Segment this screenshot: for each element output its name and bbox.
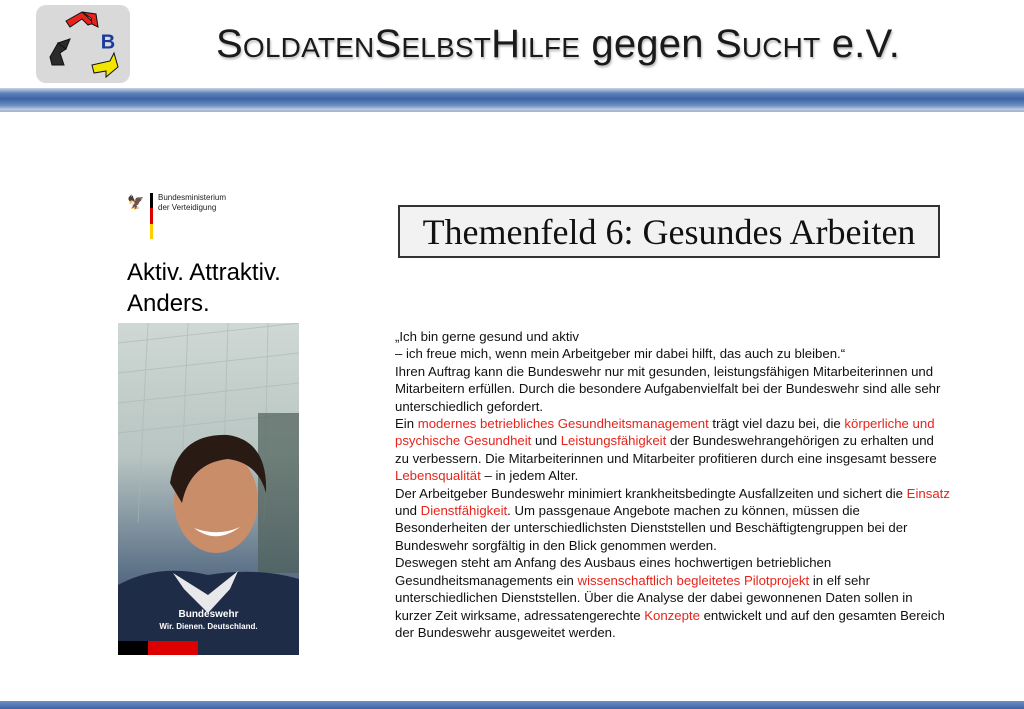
body-text-segment: – ich freue mich, wenn mein Arbeitgeber mir dabei hilft, das auch zu bleiben.“ <box>395 346 846 362</box>
body-text-segment: Ein <box>395 416 418 432</box>
title-text: gegen <box>580 22 715 66</box>
recycle-arrows-logo-icon <box>36 5 130 83</box>
highlighted-term: Leistungsfähigkeit <box>560 433 667 449</box>
site-title <box>216 22 900 67</box>
body-text-segment: Deswegen steht am Anfang des Ausbaus eines hochwertigen betrieblichen Gesundheitsmanagements ein <box>395 555 832 588</box>
header-stripe-line <box>0 110 1024 112</box>
body-text-segment: in elf sehr unterschiedlichen Dienststellen. Über die Analyse der dabei gewonnenen Daten sollen in kurzer Zeit wirksame, adressatengerechte <box>395 572 913 623</box>
title-initial: S <box>374 22 402 66</box>
body-text-segment: der Bundeswehrangehörigen zu erhalten und zu verbessern. Die Mitarbeiterinnen und Mitarbeiter profitieren durch eine insgesamt bessere <box>395 433 937 466</box>
logo-letter: B <box>100 31 116 54</box>
title-initial: S <box>216 22 243 66</box>
body-paragraph <box>395 363 950 415</box>
title-smallcaps: UCHT <box>741 32 821 63</box>
title-smallcaps: ILFE <box>520 32 581 63</box>
body-text-segment: Ihren Auftrag kann die Bundeswehr nur mit gesunden, leistungsfähigen Mitarbeiterinnen und Mitarbeitern erfüllen. Durch die besondere Aufgabenvielfalt bei der Bundeswehr sind alle sehr unterschiedlich gefordert. <box>395 363 941 414</box>
slogan-line1: Aktiv. Attraktiv. <box>127 259 281 286</box>
federal-eagle-icon: 🦅 <box>127 194 145 210</box>
body-text-segment: entwickelt und auf den gesamten Bereich der Bundeswehr ausgeweitet werden. <box>395 607 945 640</box>
body-paragraph <box>395 345 950 362</box>
highlighted-term: wissenschaftlich begleitetes Pilotprojekt <box>577 572 810 588</box>
body-text-segment: „Ich bin gerne gesund und aktiv <box>395 329 580 344</box>
slogan-line2: Anders. <box>127 290 210 317</box>
body-paragraph <box>395 328 950 345</box>
ministry-name-line2: der Verteidigung <box>158 203 217 212</box>
body-text-segment: und <box>395 503 421 519</box>
photo-brand: Bundeswehr <box>178 609 239 620</box>
highlighted-term: körperliche und psychische Gesundheit <box>395 416 935 449</box>
title-initial: H <box>491 22 521 66</box>
body-text-segment: . Um passgenaue Angebote machen zu können, müssen die Besonderheiten der unterschiedlichsten Dienststellen und Beschäftigtengruppen bei der Bundeswehr sorgfältig in den Blick genommen werden. <box>395 503 908 553</box>
header-stripe <box>0 88 1024 110</box>
body-text-segment: Der Arbeitgeber Bundeswehr minimiert krankheitsbedingte Ausfallzeiten und sichert die <box>395 485 907 501</box>
soldier-portrait-illustration <box>118 323 299 655</box>
highlighted-term: Lebensqualität <box>395 468 481 484</box>
ministry-name <box>158 193 226 213</box>
body-text-segment: – in jedem Alter. <box>480 468 579 484</box>
body-text-segment: und <box>531 433 561 449</box>
body-text-segment: trägt viel dazu bei, die <box>708 416 845 432</box>
soldier-photo <box>118 323 299 655</box>
title-text: e.V. <box>820 22 901 66</box>
ministry-name-line1: Bundesministerium <box>158 193 227 202</box>
highlighted-term: Dienstfähigkeit <box>420 503 508 519</box>
topic-title-box <box>398 205 940 258</box>
topic-title: Themenfeld 6: Gesundes Arbeiten <box>422 211 916 252</box>
title-smallcaps: ELBST <box>401 32 492 63</box>
footer-stripe <box>0 701 1024 709</box>
german-flag-bar <box>150 193 153 239</box>
highlighted-term: modernes betriebliches Gesundheitsmanagement <box>417 416 709 432</box>
body-paragraph <box>395 415 950 485</box>
title-smallcaps: OLDATEN <box>242 32 375 63</box>
organization-logo <box>36 5 130 83</box>
ministry-logo <box>127 190 257 242</box>
slogan <box>127 257 281 319</box>
body-text <box>395 328 950 641</box>
body-paragraph <box>395 485 950 555</box>
title-initial: S <box>714 22 742 66</box>
highlighted-term: Einsatz <box>906 485 950 501</box>
highlighted-term: Konzepte <box>644 607 700 623</box>
body-paragraph <box>395 554 950 641</box>
photo-tagline: Wir. Dienen. Deutschland. <box>159 622 258 631</box>
